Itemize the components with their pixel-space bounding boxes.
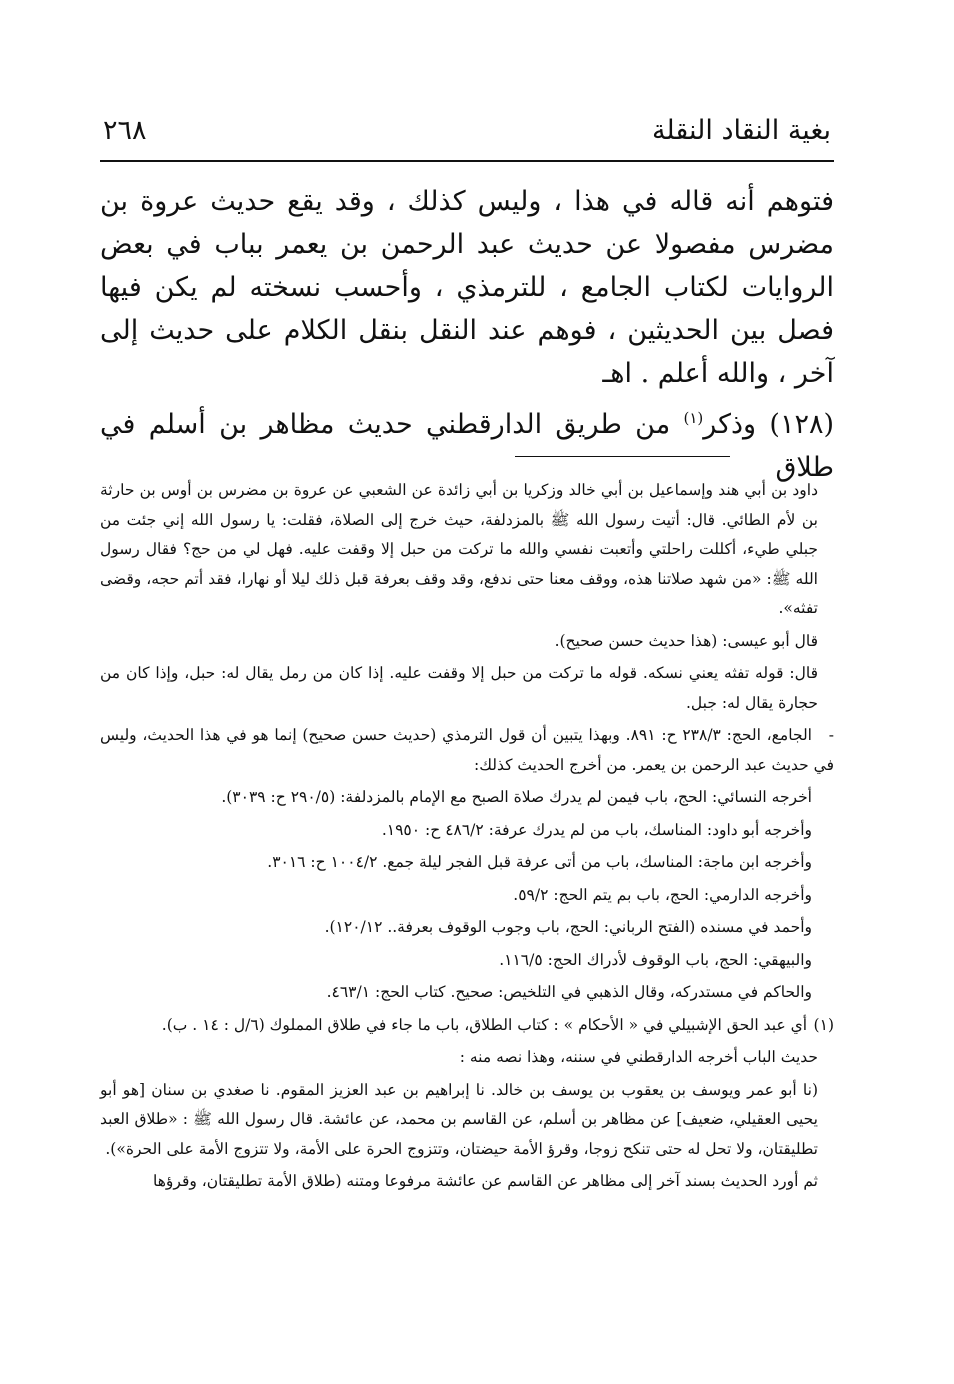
main-text [100,180,834,489]
footnote-paragraph: والحاكم في مستدركه، وقال الذهبي في التلخيص: صحيح. كتاب الحج: ٤٦٣/١. [326,983,812,1001]
footnote-paragraph: قال أبو عيسى: (هذا حديث حسن صحيح). [554,631,818,650]
footnote-paragraph: ثم أورد الحديث بسند آخر إلى مظاهر عن القاسم عن عائشة مرفوعا ومتنه (طلاق الأمة تطليقتان، وقرؤها [153,1172,818,1190]
footnote-paragraph: وأخرجه أبو داود: المناسك، باب من لم يدرك عرفة: ٤٨٦/٢ ح: ١٩٥٠. [381,820,812,839]
footnote-paragraph: داود بن أبي هند وإسماعيل بن أبي خالد وزكريا بن أبي زائدة عن الشعبي عن عروة بن مضرس بن أوس بن حارثة بن لأم الطائي. قال: أتيت رسول الله ﷺ بالمزدلفة، حيث خرج إلى الصلاة، فقلت: يا رسول الله إني جئت من جبلي طيء، أكللت راحلتي وأتعبت نفسي والله ما تركت من حبل إلا وقفت عليه. فهل لي من حج؟ فقال رسول الله ﷺ: «من شهد صلاتنا هذه، ووقف معنا حتى ندفع، وقد وقف بعرفة قبل ذلك ليلا أو نهارا، فقد أتم حجه، وقضى تفثه». [100,481,818,617]
footnote-reference: (١) [683,409,704,427]
main-paragraph: فتوهم أنه قاله في هذا ، وليس كذلك ، وقد يقع حديث عروة بن مضرس مفصولا عن حديث عبد الرحمن بن يعمر بباب في بعض الروايات لكتاب الجامع ، للترمذي ، وأحسب نسخته لم يكن فيها فصل بين الحديثين ، فوهم عند النقل بنقل الكلام على حديث إلى آخر ، والله أعلم . اهـ [100,186,834,389]
footnote-marker: (١) [813,1015,834,1034]
paragraph-start: (١٢٨) وذكر [703,409,834,440]
footnote-divider [515,456,730,457]
page-header [103,108,831,152]
header-divider [100,160,834,162]
footnote-text: أي عبد الحق الإشبيلي في « الأحكام » : كتاب الطلاق، باب ما جاء في طلاق المملوك (٦/ل : ١٤ . ب). [161,1015,808,1034]
footnote-paragraph: أخرجه النسائي: الحج، باب فيمن لم يدرك صلاة الصبح مع الإمام بالمزدلفة: (٢٩٠/٥ ح: ٣٠٣٩). [221,788,812,806]
running-title: بغية النقاد النقلة [651,114,831,146]
footnote-paragraph: والبيهقي: الحج، باب الوقوف لأدراك الحج: ١١٦/٥. [499,950,812,969]
footnote-paragraph: وأحمد في مسنده (الفتح الرباني: الحج، باب وجوب الوقوف بعرفة.. ١٢٠/١٢). [324,918,812,936]
page-number: ٢٦٨ [103,114,147,146]
footnote-paragraph: وأخرجه ابن ماجة: المناسك، باب من أتى عرفة قبل الفجر ليلة جمع. ١٠٠٤/٢ ح: ٣٠١٦. [267,853,812,871]
footnote-paragraph: وأخرجه الدارمي: الحج، باب بم يتم الحج: ٥٩/٢. [513,885,812,904]
footnotes [100,476,834,1200]
footnote-paragraph [100,721,834,780]
footnote-paragraph [100,1011,834,1041]
footnote-text: الجامع، الحج: ٢٣٨/٣ ح: ٨٩١. وبهذا يتبين أن قول الترمذي (حديث حسن صحيح) إنما هو في هذا الحديث، وليس في حديث عبد الرحمن بن يعمر. من أخرج الحديث كذلك: [100,726,834,774]
footnote-paragraph: (نا أبو عمر ويوسف بن يعقوب بن يوسف بن خالد. نا إبراهيم بن عبد العزيز المقوم. نا صغدي بن سنان [هو أبو يحيى العقيلي، ضعيف] عن مظاهر بن أسلم، عن القاسم بن محمد، عن عائشة. قال رسول الله ﷺ : «طلاق العبد تطليقتان، ولا تحل له حتى تنكح زوجا، وقرؤ الأمة حيضتان، وتتزوج الحرة على الأمة، ولا تتزوج الأمة على الحرة»). [100,1080,818,1158]
footnote-marker: - [828,726,834,744]
footnote-paragraph: قال: قوله تفثه يعني نسكه. قوله ما تركت من حبل إلا وقفت عليه. إذا كان من رمل يقال له: حبل، وإذا كان من حجارة يقال له: جبل. [100,664,818,712]
footnote-paragraph: حديث الباب أخرجه الدارقطني في سننه، وهذا نصه منه : [459,1048,818,1066]
paragraph-end: من طريق الدارقطني حديث مظاهر بن أسلم في طلاق [100,409,834,483]
